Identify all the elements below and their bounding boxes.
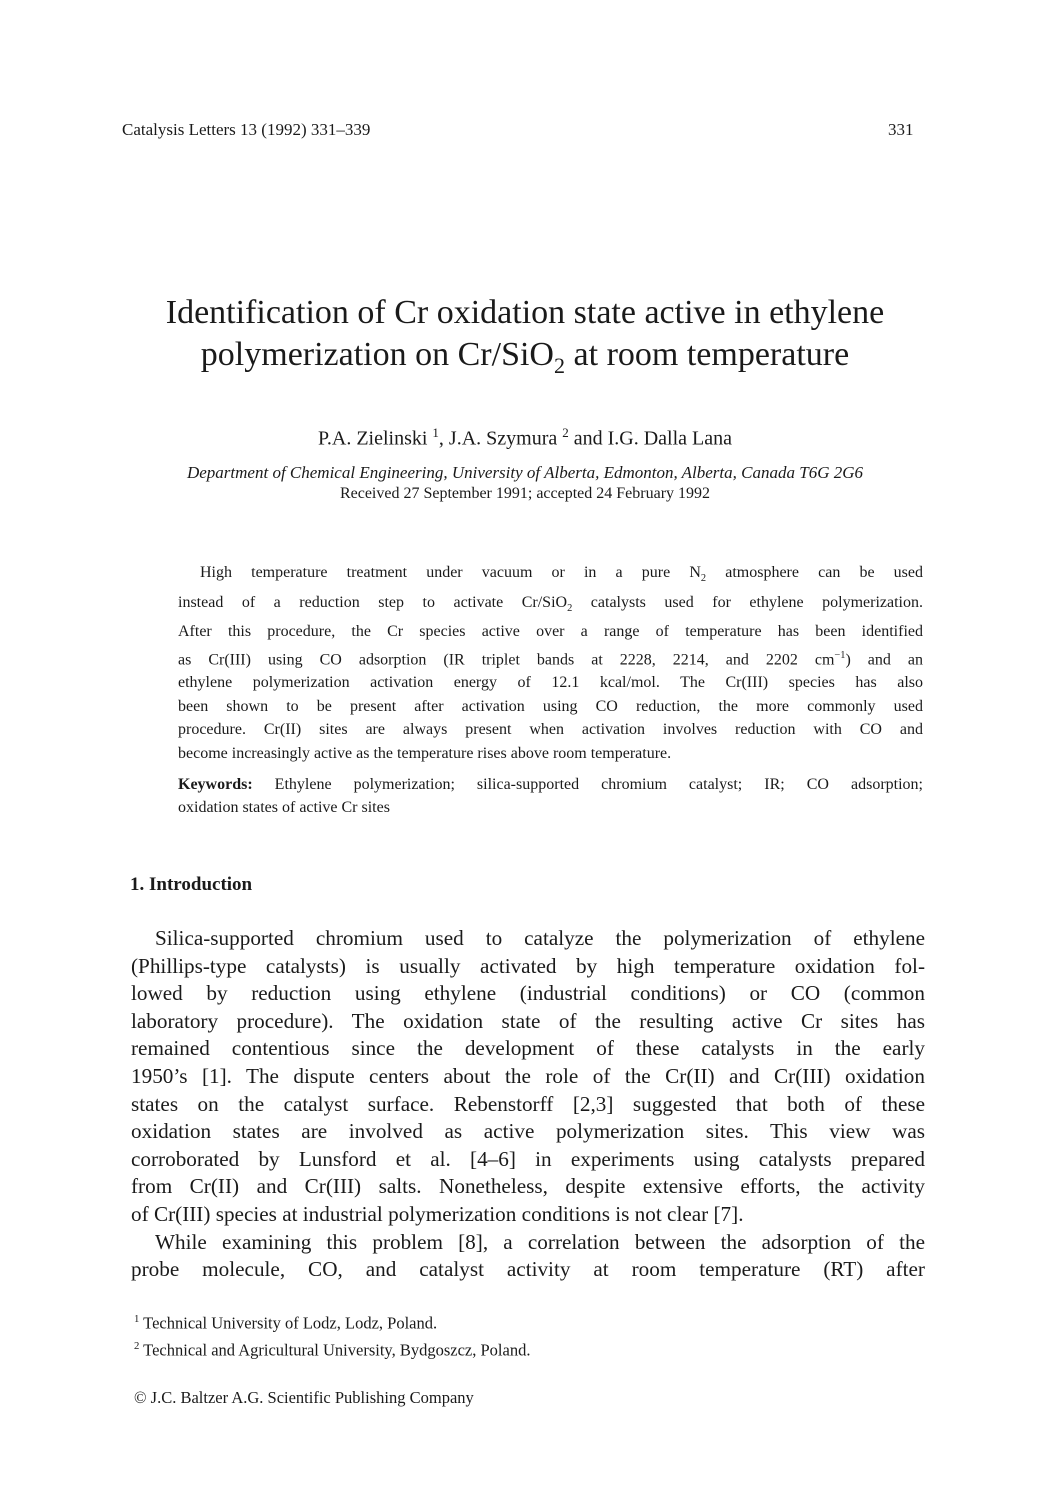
body-line: remained contentious since the development of these catalysts in the early	[131, 1036, 925, 1061]
author-zielinski: P.A. Zielinski	[317, 427, 433, 450]
body-line: states on the catalyst surface. Rebenstorff [2,3] suggested that both of these	[131, 1091, 925, 1116]
abstract-line: After this procedure, the Cr species active over a range of temperature has been identified	[178, 623, 923, 641]
affil-mark-2: 2	[562, 425, 569, 440]
body-line: oxidation states are involved as active polymerization sites. This view was	[131, 1119, 925, 1144]
author-szymura: , J.A. Szymura	[438, 427, 563, 450]
body-line: (Phillips-type catalysts) is usually activated by high temperature oxidation fol-	[131, 953, 925, 978]
received-dates: Received 27 September 1991; accepted 24 February 1992	[339, 485, 711, 502]
paper-title	[100, 292, 950, 387]
body-line: probe molecule, CO, and catalyst activity at room temperature (RT) after	[131, 1257, 925, 1282]
abstract-line: High temperature treatment under vacuum or in a pure $N_2$ atmosphere can be used	[200, 564, 924, 585]
body-line: While examining this problem [8], a correlation between the adsorption of the	[155, 1229, 925, 1254]
abstract-line: been shown to be present after activation using CO reduction, the more commonly used	[178, 697, 923, 715]
footnotes	[134, 1308, 530, 1361]
abstract-line: as Cr(III) using CO adsorption (IR triplet bands at 2228, 2214, and 2202 $cm^{-1}$) and an	[178, 649, 924, 668]
keywords: Keywords: Ethylene polymerization; silica-supported chromium catalyst; IR; CO adsorption; oxidation states of active Cr sites	[178, 776, 923, 817]
body-line: corroborated by Lunsford et al. [4–6] in experiments using catalysts prepared	[131, 1146, 925, 1171]
abstract	[178, 561, 923, 765]
keywords-label: Keywords:	[178, 776, 253, 793]
author-list	[100, 425, 950, 451]
introduction-body	[131, 925, 925, 1284]
section-heading-introduction: 1. Introduction	[130, 874, 253, 895]
footnote-1: $^1$ Technical University of Lodz, Lodz, Poland.	[134, 1313, 438, 1333]
title-line-2: polymerization on Cr/SiO$_2$ at room temperature	[200, 336, 850, 378]
title-line-1: Identification of Cr oxidation state active in ethylene	[165, 294, 885, 331]
affiliation: Department of Chemical Engineering, University of Alberta, Edmonton, Alberta, Canada T6G 2G6	[186, 463, 863, 482]
page-number: 331	[888, 120, 914, 139]
body-line: laboratory procedure). The oxidation state of the resulting active Cr sites has	[131, 1008, 925, 1033]
author-dalla-lana: and I.G. Dalla Lana	[568, 427, 733, 450]
abstract-line: ethylene polymerization activation energy of 12.1 kcal/mol. The Cr(III) species has also	[178, 674, 923, 692]
journal-citation: Catalysis Letters 13 (1992) 331–339	[122, 120, 371, 139]
abstract-line: become increasingly active as the temperature rises above room temperature.	[178, 744, 672, 762]
body-line: Silica-supported chromium used to catalyze the polymerization of ethylene	[155, 926, 925, 950]
abstract-line: instead of a reduction step to activate Cr/SiO$_2$ catalysts used for ethylene polymerization.	[178, 593, 923, 614]
copyright-notice: © J.C. Baltzer A.G. Scientific Publishing Company	[134, 1388, 474, 1407]
body-line: from Cr(II) and Cr(III) salts. Nonetheless, despite extensive efforts, the activity	[131, 1174, 925, 1199]
body-line: 1950’s [1]. The dispute centers about the role of the Cr(II) and Cr(III) oxidation	[131, 1063, 925, 1088]
footnote-2: $^2$ Technical and Agricultural University, Bydgoszcz, Poland.	[134, 1339, 531, 1359]
affil-mark-1: 1	[432, 425, 439, 440]
abstract-line: procedure. Cr(II) sites are always present when activation involves reduction with CO and	[178, 721, 923, 739]
body-line: lowed by reduction using ethylene (industrial conditions) or CO (common	[131, 981, 925, 1006]
body-line: of Cr(III) species at industrial polymerization conditions is not clear [7].	[131, 1201, 744, 1226]
